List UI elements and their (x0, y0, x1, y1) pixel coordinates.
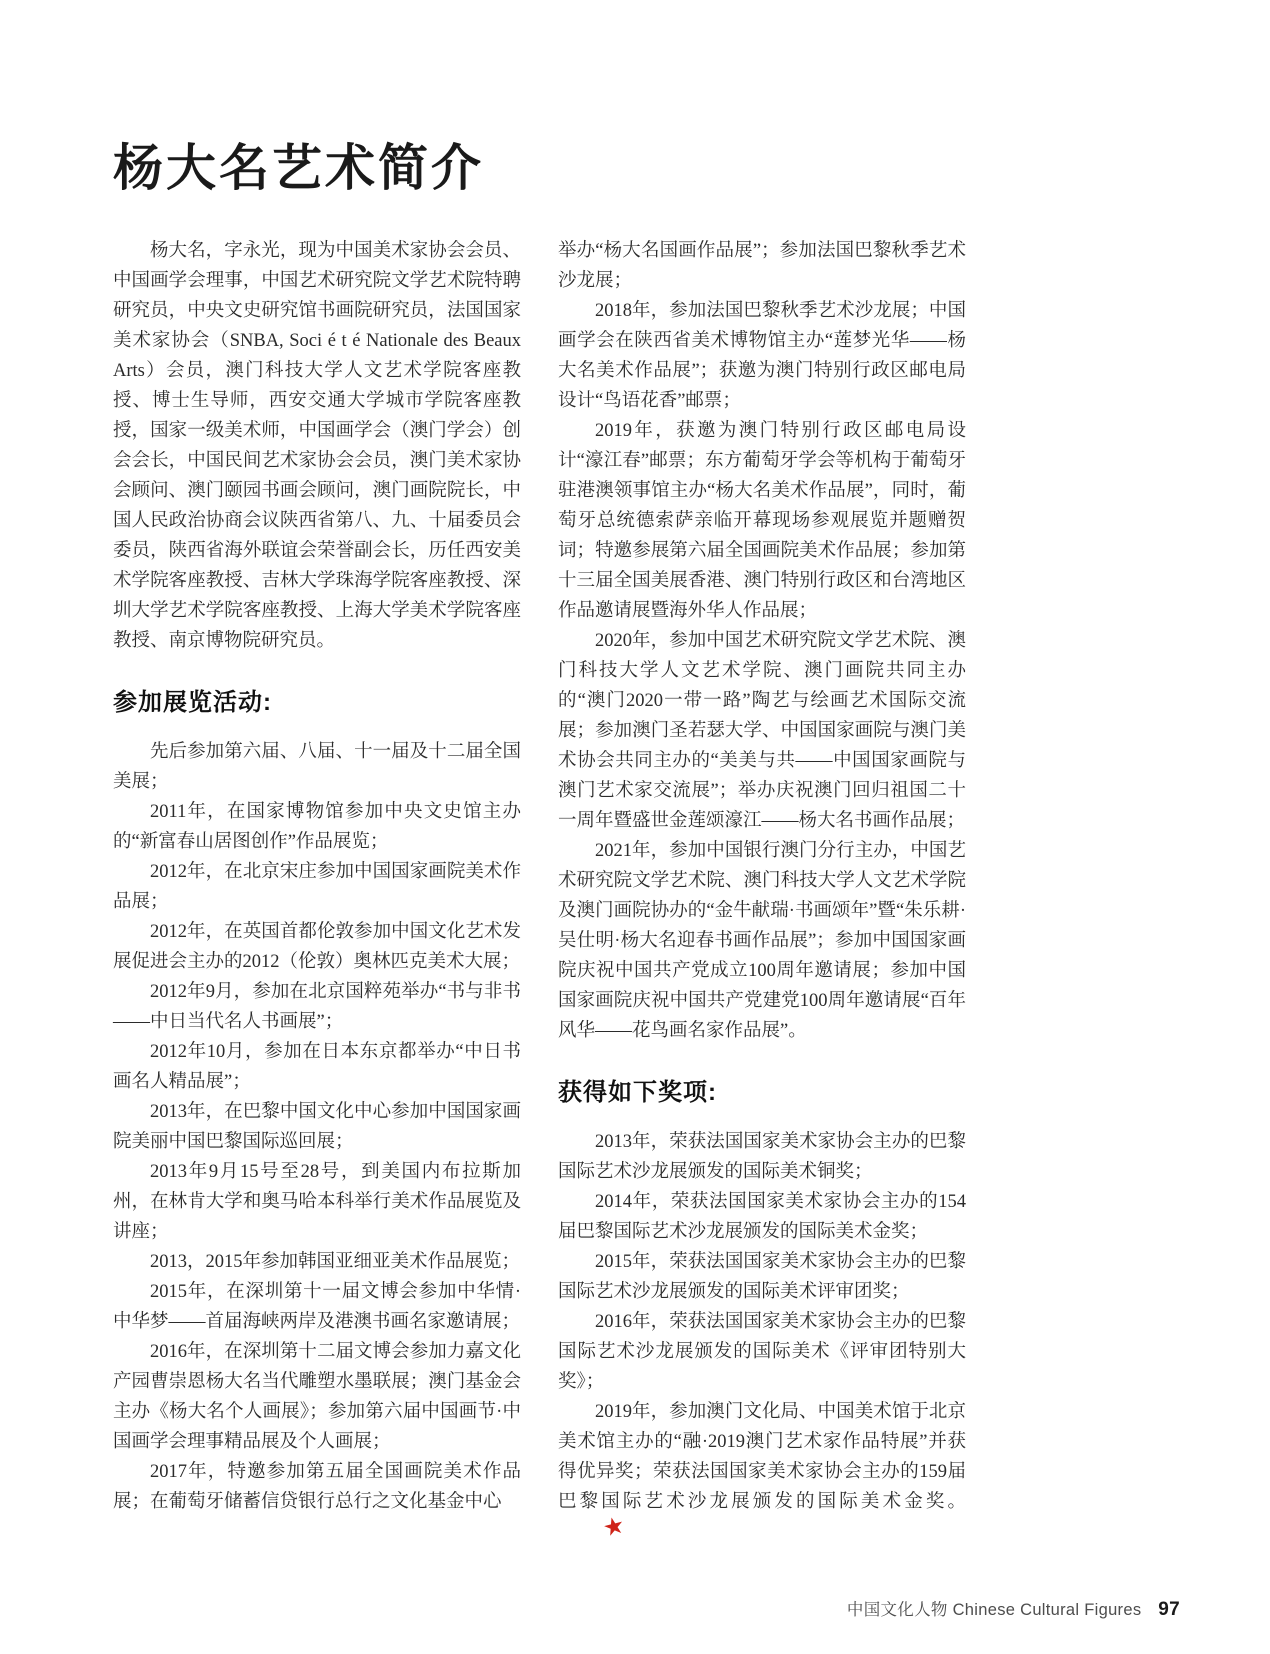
exhibition-item: 2018年，参加法国巴黎秋季艺术沙龙展；中国画学会在陕西省美术博物馆主办“莲梦光华——杨大名美术作品展”；获邀为澳门特别行政区邮电局设计“鸟语花香”邮票； (558, 301, 966, 411)
exhibition-item: 2016年，在深圳第十二届文博会参加力嘉文化产园曹崇恩杨大名当代雕塑水墨联展；澳门基金会主办《杨大名个人画展》；参加第六届中国画节·中国画学会理事精品展及个人画展； (113, 1342, 521, 1452)
award-item (558, 1397, 966, 1547)
exhibition-item: 2021年，参加中国银行澳门分行主办，中国艺术研究院文学艺术院、澳门科技大学人文艺术学院及澳门画院协办的“金牛献瑞·书画颂年”暨“朱乐耕·吴仕明·杨大名迎春书画作品展”；参加中国国家画院庆祝中国共产党成立100周年邀请展；参加中国国家画院庆祝中国共产党建党100周年邀请展“百年风华——花鸟画名家作品展”。 (558, 841, 966, 1041)
red-star-icon: ★ (599, 1510, 628, 1543)
right-column (558, 236, 966, 1547)
section-heading-exhibitions: 参加展览活动: (113, 689, 272, 716)
page-title: 杨大名艺术简介 (113, 140, 484, 196)
exhibition-item: 2012年，在北京宋庄参加中国国家画院美术作品展； (113, 862, 521, 912)
footer (847, 1596, 1180, 1621)
section-heading-awards: 获得如下奖项: (558, 1079, 717, 1106)
exhibition-item-continuation: 举办“杨大名国画作品展”；参加法国巴黎秋季艺术沙龙展； (558, 241, 966, 291)
footer-page-number: 97 (1158, 1599, 1180, 1620)
exhibition-item: 2012年9月，参加在北京国粹苑举办“书与非书——中日当代名人书画展”； (113, 982, 521, 1032)
intro-paragraph: 杨大名，字永光，现为中国美术家协会会员、中国画学会理事，中国艺术研究院文学艺术院特聘研究员，中央文史研究馆书画院研究员，法国国家美术家协会（SNBA, Soci é t é Nationale des Beaux Arts）会员，澳门科技大学人文艺术学院客座教授、博士生导师，西安交通大学城市学院客座教授，国家一级美术师，中国画学会（澳门学会）创会会长，中国民间艺术家协会会员，澳门美术家协会顾问、澳门颐园书画会顾问，澳门画院院长，中国人民政治协商会议陕西省第八、九、十届委员会委员，陕西省海外联谊会荣誉副会长，历任西安美术学院客座教授、吉林大学珠海学院客座教授、深圳大学艺术学院客座教授、上海大学美术学院客座教授、南京博物院研究员。 (113, 241, 521, 651)
award-item: 2013年，荣获法国国家美术家协会主办的巴黎国际艺术沙龙展颁发的国际美术铜奖； (558, 1132, 966, 1182)
award-item-text: 2019年，参加澳门文化局、中国美术馆于北京美术馆主办的“融·2019澳门艺术家作品特展”并获得优异奖；荣获法国国家美术家协会主办的159届巴黎国际艺术沙龙展颁发的国际美术金奖。 (558, 1402, 966, 1512)
exhibition-item: 2011年，在国家博物馆参加中央文史馆主办的“新富春山居图创作”作品展览； (113, 802, 521, 852)
exhibition-item: 2012年10月，参加在日本东京都举办“中日书画名人精品展”； (113, 1042, 521, 1092)
left-column (113, 236, 521, 1547)
two-column-text-block (113, 236, 966, 1547)
exhibition-item: 2013，2015年参加韩国亚细亚美术作品展览； (150, 1252, 521, 1272)
footer-journal-en: Chinese Cultural Figures (952, 1601, 1142, 1619)
exhibition-item: 2015年，在深圳第十一届文博会参加中华情·中华梦——首届海峡两岸及港澳书画名家邀请展； (113, 1282, 521, 1332)
award-item: 2014年，荣获法国国家美术家协会主办的154届巴黎国际艺术沙龙展颁发的国际美术金奖； (558, 1192, 966, 1242)
exhibition-item: 2019年，获邀为澳门特别行政区邮电局设计“濠江春”邮票；东方葡萄牙学会等机构于葡萄牙驻港澳领事馆主办“杨大名美术作品展”，同时，葡萄牙总统德索萨亲临开幕现场参观展览并题赠贺词；特邀参展第六届全国画院美术作品展；参加第十三届全国美展香港、澳门特别行政区和台湾地区作品邀请展暨海外华人作品展； (558, 421, 966, 621)
award-item: 2016年，荣获法国国家美术家协会主办的巴黎国际艺术沙龙展颁发的国际美术《评审团特别大奖》； (558, 1312, 966, 1392)
exhibition-item: 2017年，特邀参加第五届全国画院美术作品展；在葡萄牙储蓄信贷银行总行之文化基金中心 (113, 1462, 521, 1512)
exhibition-item: 2013年9月15号至28号，到美国内布拉斯加州，在林肯大学和奥马哈本科举行美术作品展览及讲座； (113, 1162, 521, 1242)
footer-journal-cn: 中国文化人物 (846, 1601, 948, 1619)
exhibition-item: 2020年，参加中国艺术研究院文学艺术院、澳门科技大学人文艺术学院、澳门画院共同主办的“澳门2020一带一路”陶艺与绘画艺术国际交流展；参加澳门圣若瑟大学、中国国家画院与澳门美术协会共同主办的“美美与共——中国国家画院与澳门艺术家交流展”；举办庆祝澳门回归祖国二十一周年暨盛世金莲颂濠江——杨大名书画作品展； (558, 631, 966, 831)
exhibition-item: 2012年，在英国首都伦敦参加中国文化艺术发展促进会主办的2012（伦敦）奥林匹克美术大展； (113, 922, 521, 972)
exhibition-item: 先后参加第六届、八届、十一届及十二届全国美展； (113, 742, 521, 792)
exhibition-item: 2013年，在巴黎中国文化中心参加中国国家画院美丽中国巴黎国际巡回展； (113, 1102, 521, 1152)
award-item: 2015年，荣获法国国家美术家协会主办的巴黎国际艺术沙龙展颁发的国际美术评审团奖； (558, 1252, 966, 1302)
